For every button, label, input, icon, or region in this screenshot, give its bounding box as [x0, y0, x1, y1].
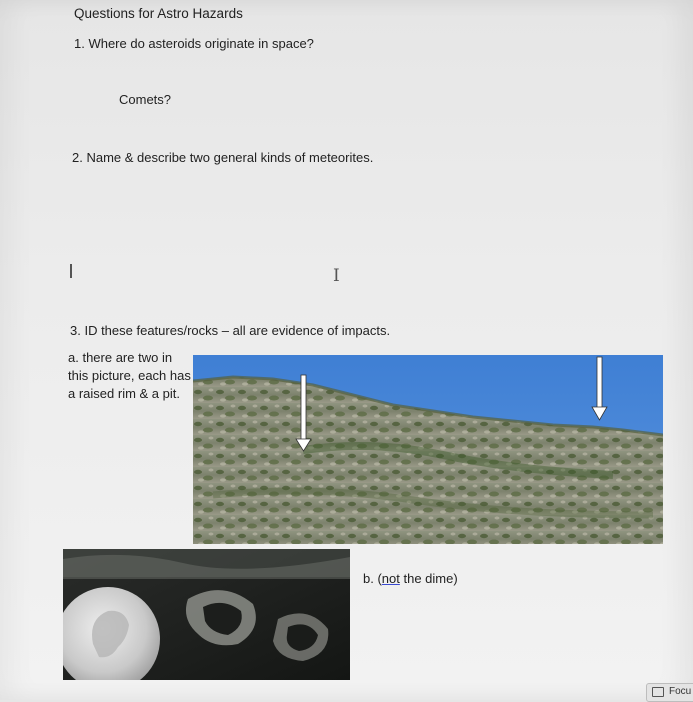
crater-hillside-image [193, 355, 663, 544]
focus-mode-button[interactable] [646, 683, 693, 702]
document-title: Questions for Astro Hazards [74, 6, 243, 21]
ibeam-cursor-icon: I [333, 266, 340, 286]
focus-label: Focu [669, 686, 692, 697]
question-3b-prefix: b. ( [363, 571, 382, 586]
question-3b [363, 571, 458, 586]
question-3a: a. there are two in this picture, each has a raised rim & a pit. [68, 350, 191, 401]
answer-1[interactable]: Comets? [119, 92, 172, 107]
focus-icon [652, 687, 664, 697]
question-2: 2. Name & describe two general kinds of meteorites. [72, 150, 374, 165]
meteorite-dime-photo[interactable] [63, 549, 350, 680]
question-3b-suffix: the dime) [399, 571, 458, 586]
meteorite-dime-image [63, 549, 350, 680]
crater-hillside-photo[interactable] [193, 355, 663, 544]
text-cursor-icon [70, 264, 72, 278]
question-3b-underlined: not [381, 571, 400, 586]
question-3: 3. ID these features/rocks – all are evidence of impacts. [70, 323, 391, 338]
question-1: 1. Where do asteroids originate in space? [74, 36, 314, 51]
